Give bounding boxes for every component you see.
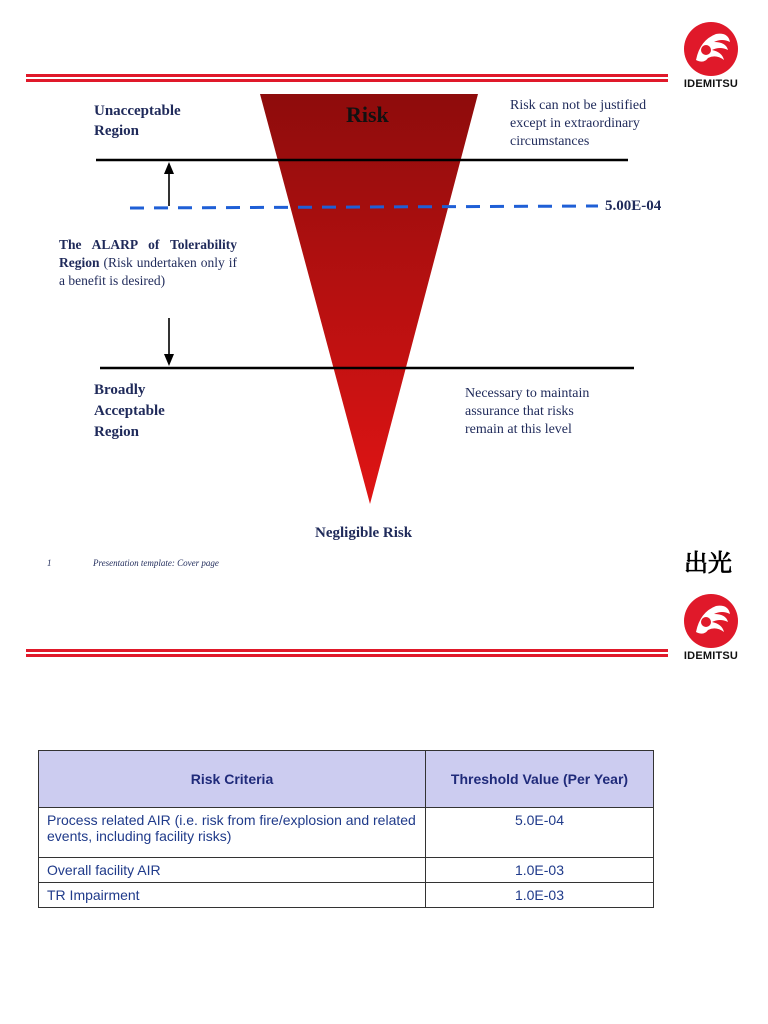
- risk-triangle: [260, 94, 478, 504]
- table-row: [39, 883, 654, 908]
- table-row: [39, 808, 654, 858]
- threshold-cell: 1.0E-03: [426, 883, 654, 908]
- idemitsu-emblem-icon: [682, 592, 740, 650]
- footer-kanji: 出光: [684, 549, 732, 577]
- risk-criteria-table: [38, 750, 654, 908]
- broadly-acceptable-region-label: Broadly Acceptable Region: [94, 382, 165, 440]
- up-arrow-icon: [164, 162, 174, 206]
- unacceptable-region-label: Unacceptable Region: [94, 103, 181, 139]
- column-header-risk-criteria: Risk Criteria: [39, 751, 426, 808]
- criteria-cell: TR Impairment: [39, 883, 426, 908]
- logo-wordmark: IDEMITSU: [683, 78, 739, 90]
- criteria-cell: Overall facility AIR: [39, 858, 426, 883]
- unacceptable-note: Risk can not be justified except in extraordinary circumstances: [510, 98, 647, 149]
- alarp-region-label: The ALARP of Tolerability Region (Risk undertaken only if a benefit is desired): [59, 237, 237, 288]
- logo-wordmark: IDEMITSU: [683, 650, 739, 662]
- column-header-threshold: Threshold Value (Per Year): [426, 751, 654, 808]
- threshold-value-label: 5.00E-04: [605, 198, 662, 214]
- criteria-cell: Process related AIR (i.e. risk from fire/explosion and related events, including facility risks): [39, 808, 426, 858]
- slide-number: 1: [47, 558, 52, 568]
- negligible-risk-label: Negligible Risk: [315, 525, 413, 541]
- threshold-cell: 5.0E-04: [426, 808, 654, 858]
- header-red-band-second: [26, 649, 668, 657]
- broadly-acceptable-note: Necessary to maintain assurance that risks remain at this level: [465, 386, 590, 437]
- risk-title: Risk: [346, 102, 389, 127]
- down-arrow-icon: [164, 318, 174, 366]
- idemitsu-logo-second: [682, 592, 740, 662]
- table-row: [39, 858, 654, 883]
- footer-template-text: Presentation template: Cover page: [93, 558, 219, 568]
- threshold-cell: 1.0E-03: [426, 858, 654, 883]
- table-header-row: [39, 751, 654, 808]
